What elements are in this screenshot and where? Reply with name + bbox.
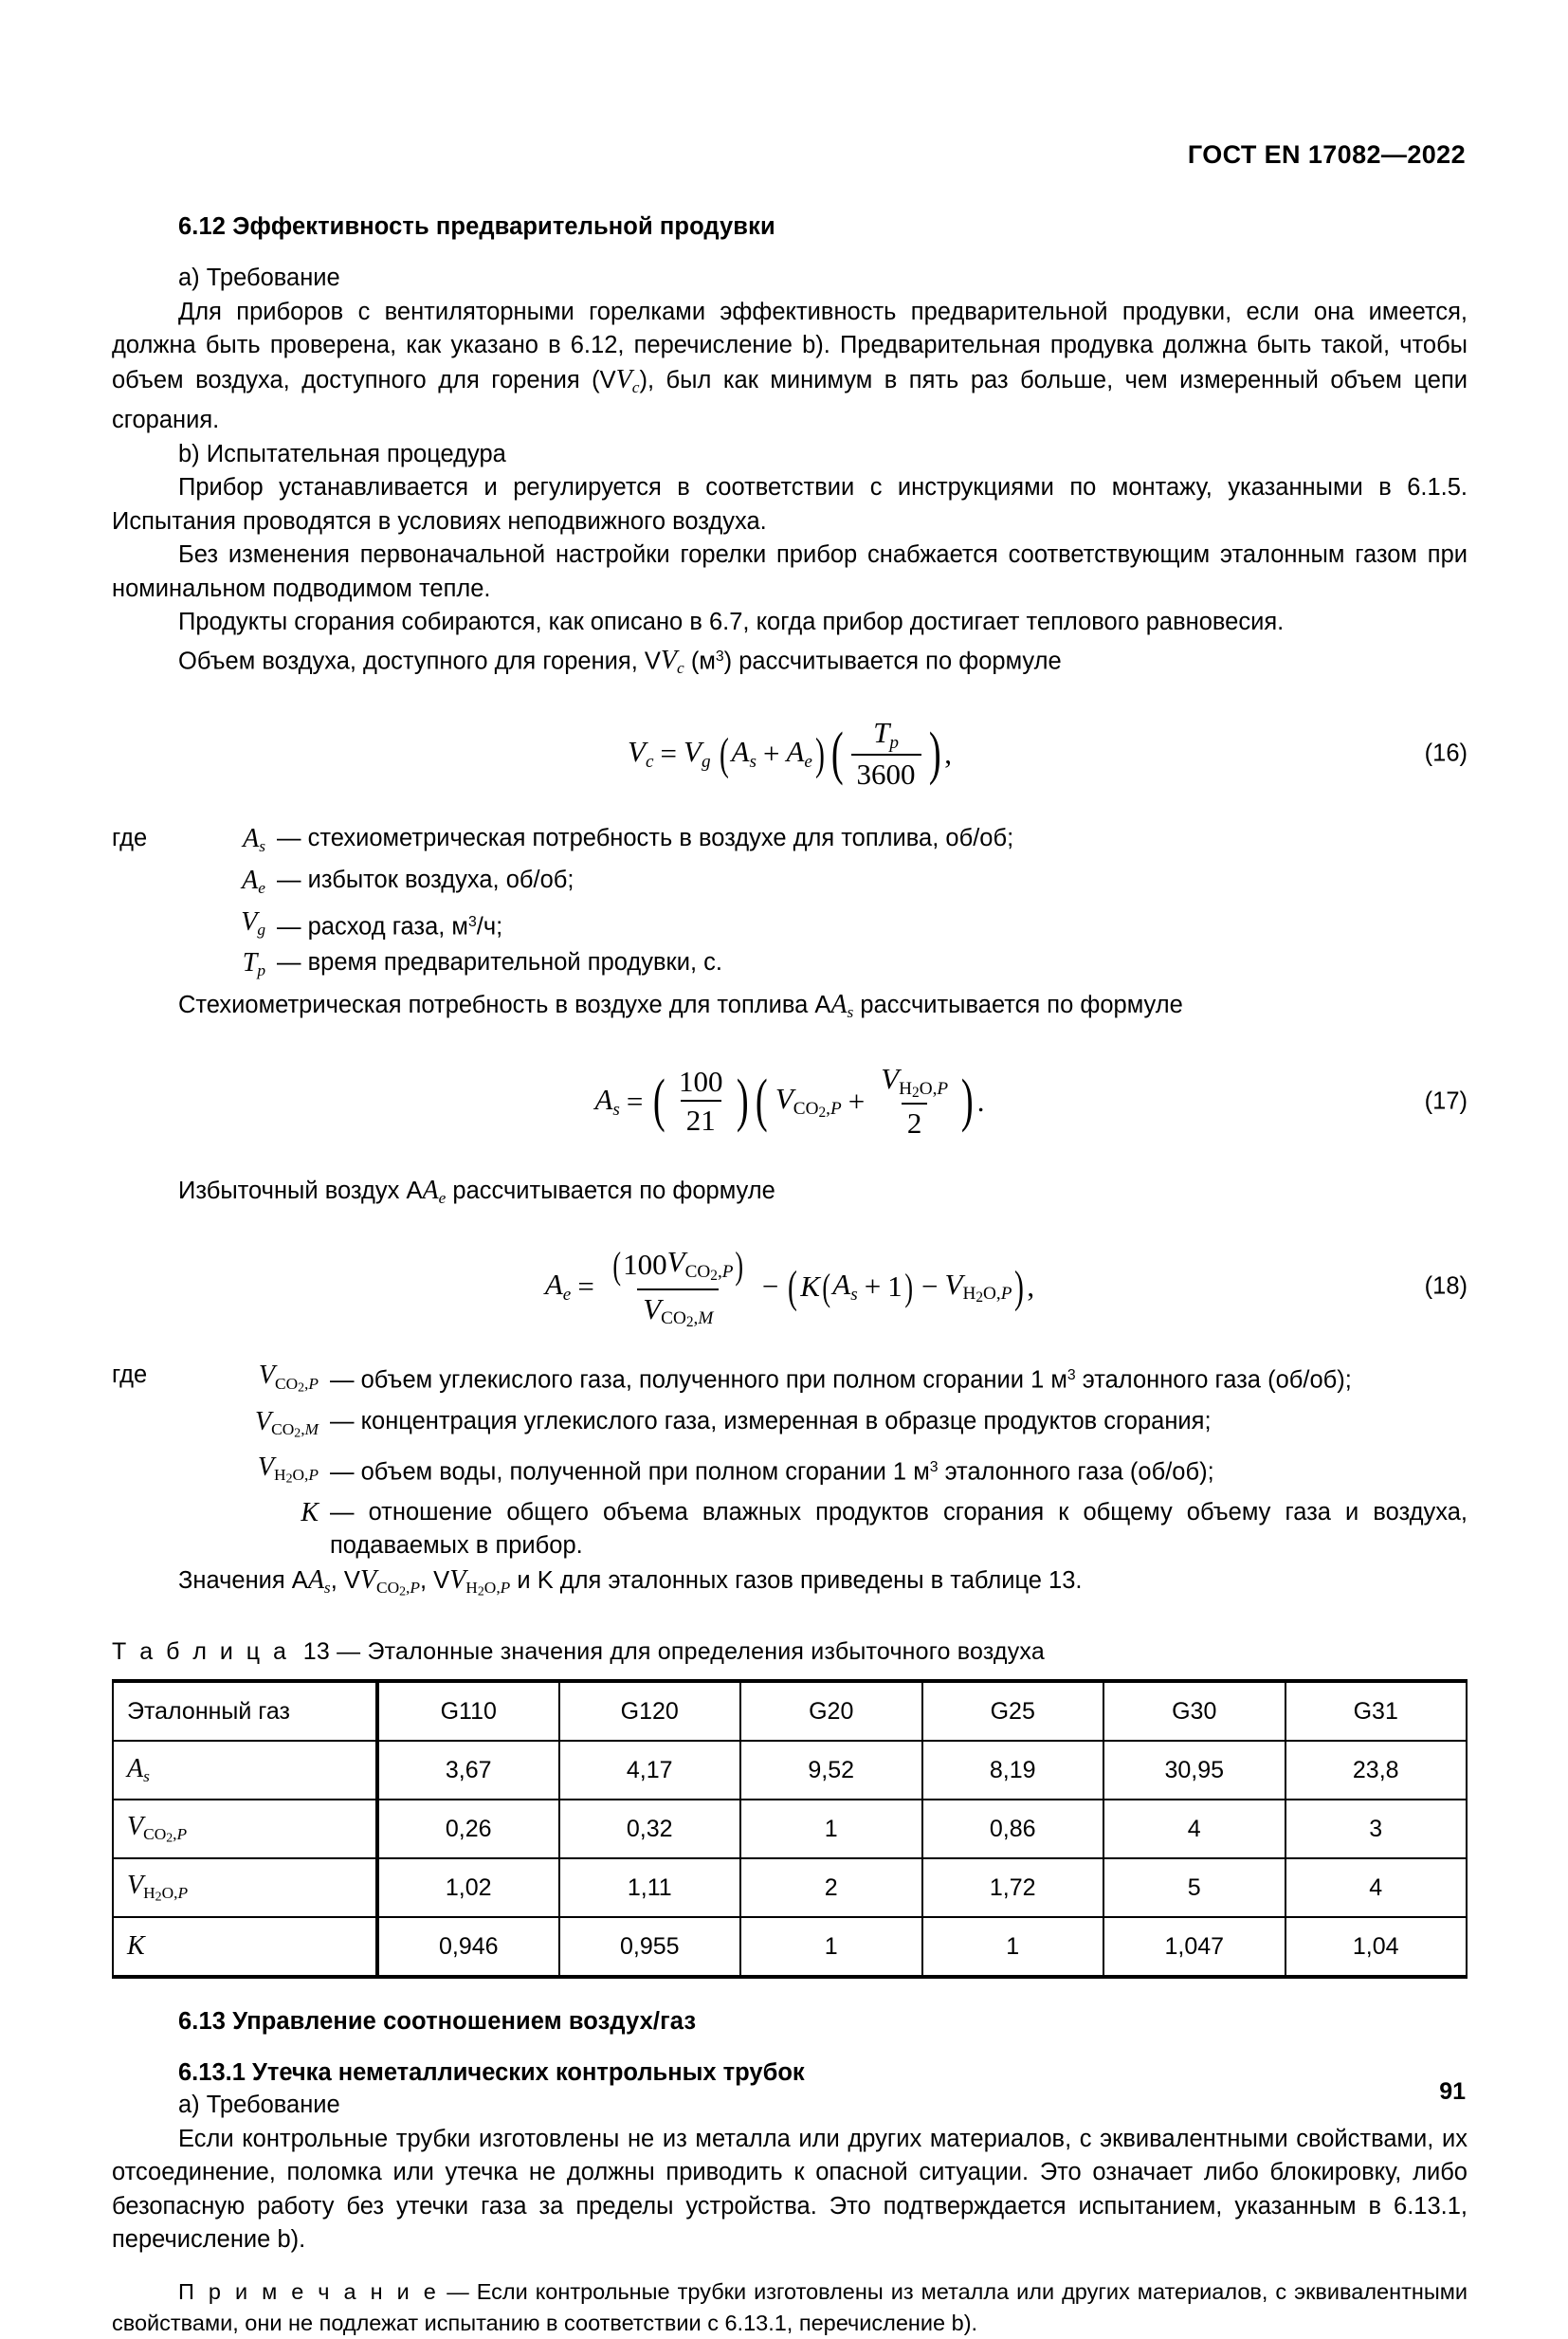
table-cell: 1,04 xyxy=(1285,1917,1468,1977)
where-symbol-vco2m: $V_{CO2,M}$ xyxy=(255,1406,319,1441)
table-row-label-vco2p: $V_{CO2,P}$ xyxy=(113,1800,377,1858)
where-symbol-as: $A_s$ xyxy=(243,824,265,856)
formula-18 xyxy=(112,1233,1468,1340)
table-row-label-k: K xyxy=(113,1917,377,1977)
table-header-cell-g30: G30 xyxy=(1103,1681,1285,1741)
para-6-12-formula-lead: Объем воздуха, доступного для горения, $VV_c$ $(м^3)$ рассчитывается по формуле xyxy=(178,646,1062,678)
para-6-12-requirement-part2: ), был как минимум в пять раз больше, чем измеренный объем цепи сгорания. xyxy=(112,366,1468,434)
table-cell: 0,946 xyxy=(377,1917,559,1977)
table-cell: 3 xyxy=(1285,1800,1468,1858)
para-6-12-b: b) Испытательная процедура xyxy=(178,440,506,467)
para-6-12-refgas: Без изменения первоначальной настройки горелки прибор снабжается соответствующим эталонным газом при номинальном подводимом тепле. xyxy=(112,541,1468,602)
page-number: 91 xyxy=(1439,2078,1466,2105)
table-cell: 4,17 xyxy=(559,1741,741,1800)
table-cell: 1,72 xyxy=(922,1858,1104,1917)
lead-18-a: Избыточный воздух A xyxy=(178,1177,423,1204)
table-row-label-as: $A_s$ xyxy=(113,1741,377,1800)
formula-16-expression: $V_c$ = $V_g$ ( $A_s$ + $A_e$ ) ( $\frac{T_p}{3600}$ ) , xyxy=(628,715,952,792)
table-cell: 23,8 xyxy=(1285,1741,1468,1800)
table-cell: 3,67 xyxy=(377,1741,559,1800)
where-desc-ae: — избыток воздуха, об/об; xyxy=(277,866,574,893)
where-symbol-ae: $A_e$ xyxy=(242,865,265,897)
para-6-12-requirement-part1: Для приборов с вентиляторными горелками эффективность предварительной продувки, если она имеется, должна быть проверена, как указано в 6.12, перечисление b). Предварительная продувка должна быть такой, чтобы объем воздуха, доступного для горения (V xyxy=(112,298,1468,393)
table-cell: 1,11 xyxy=(559,1858,741,1917)
table-cell: 30,95 xyxy=(1103,1741,1285,1800)
table-cell: 4 xyxy=(1285,1858,1468,1917)
table-row xyxy=(113,1858,1467,1917)
eq16-ae-sub: e xyxy=(804,751,812,772)
table-header-cell-g25: G25 xyxy=(922,1681,1104,1741)
table-header-cell-g120: G120 xyxy=(559,1681,741,1741)
table-cell: 1 xyxy=(922,1917,1104,1977)
eq17-den2: 2 xyxy=(902,1103,928,1141)
para-lead-formula-18: Избыточный воздух $AA_e$ рассчитывается по формуле xyxy=(178,1175,775,1207)
table-header-row xyxy=(113,1681,1467,1741)
equation-number-16: (16) xyxy=(1424,740,1468,767)
formula-17-expression: $A_s$ = ( $\frac{100}{21}$ ) ( $V_{CO2,P}$ + $\frac{V_{H2O,P}}{2}$ ) . xyxy=(594,1062,985,1140)
para-6-13-1-requirement: Если контрольные трубки изготовлены не из металла или других материалов, с эквивалентными свойствами, их отсоединение, поломка или утечка не должны приводить к опасной ситуации. Это означает либо блокировку, либо безопасную работу без утечки газа за пределы устройства. Это подтверждается испытанием, указанным в 6.13.1, перечисление b). xyxy=(112,2125,1468,2254)
where-symbol-tp: $T_p$ xyxy=(242,948,265,980)
table-row xyxy=(113,1917,1467,1977)
table-cell: 0,26 xyxy=(377,1800,559,1858)
values-ref-b: , V xyxy=(330,1566,360,1594)
table-cell: 0,86 xyxy=(922,1800,1104,1858)
table-cell: 8,19 xyxy=(922,1741,1104,1800)
values-ref-c: , V xyxy=(420,1566,450,1594)
lead-text-c: ) рассчитывается по формуле xyxy=(723,648,1062,675)
eq16-denominator: 3600 xyxy=(851,754,921,792)
equation-number-17: (17) xyxy=(1424,1087,1468,1115)
table-cell: 1,02 xyxy=(377,1858,559,1917)
table-cell: 1 xyxy=(740,1917,922,1977)
eq17-den: 21 xyxy=(681,1100,721,1138)
eq16-tp-sub: p xyxy=(889,732,899,753)
lead-18-b: рассчитывается по формуле xyxy=(446,1177,775,1204)
table-cell: 0,32 xyxy=(559,1800,741,1858)
para-6-12-products: Продукты сгорания собираются, как описано в 6.7, когда прибор достигает теплового равновесия. xyxy=(178,609,1285,636)
table-header-cell-gas: Эталонный газ xyxy=(113,1681,377,1741)
table-row xyxy=(113,1741,1467,1800)
superscript-3: 3 xyxy=(715,648,724,665)
note-body: — Если контрольные трубки изготовлены из металла или других материалов, с эквивалентными свойствами, они не подлежат испытанию в соответствии с 6.13.1, перечисление b). xyxy=(112,2278,1468,2335)
where-desc-tp: — время предварительной продувки, с. xyxy=(277,949,722,977)
values-ref-a: Значения A xyxy=(178,1566,308,1594)
eq18-main-fraction: ( 100 $V_{CO2,P}$ ) $V_{CO2,M}$ xyxy=(612,1243,744,1331)
page-content xyxy=(112,210,1468,2339)
subscript-c-2: c xyxy=(677,659,684,678)
lead-17-a: Стехиометрическая потребность в воздухе для топлива A xyxy=(178,991,831,1018)
eq16-fraction: $\frac{T_p}{3600}$ xyxy=(851,716,921,793)
table-row-label-vh2op: $V_{H2O,P}$ xyxy=(113,1858,377,1917)
formula-16 xyxy=(112,704,1468,803)
lead-text-a: Объем воздуха, доступного для горения, V xyxy=(178,648,661,675)
table-cell: 4 xyxy=(1103,1800,1285,1858)
subscript-c: c xyxy=(631,377,640,396)
formula-18-expression: $A_e$ = ( 100 $V_{CO2,P}$ ) $V_{CO2,M}$ − ( K ( $A_s$ + 1 ) − $V_{H2O,P}$ ) , xyxy=(544,1243,1035,1331)
para-values-reference: Значения $AA_s$, $VV_{CO2,P}$, $VV_{H2O,P}$ и K для эталонных газов приведены в таблице 13. xyxy=(178,1564,1083,1599)
para-6-12-setup: Прибор устанавливается и регулируется в соответствии с инструкциями по монтажу, указанными в 6.1.5. Испытания проводятся в условиях неподвижного воздуха. xyxy=(112,474,1468,535)
eq16-as-sub: s xyxy=(749,751,757,772)
eq18-hundred: 100 xyxy=(623,1248,667,1282)
heading-6-13-1: 6.13.1 Утечка неметаллических контрольных трубок xyxy=(178,2059,805,2087)
para-6-12-requirement: Для приборов с вентиляторными горелками эффективность предварительной продувки, если она имеется, должна быть проверена, как указано в 6.12, перечисление b). Предварительная продувка должна быть такой, чтобы объем воздуха, доступного для горения $(VV_c)$, был как минимум в пять раз больше, чем измеренный объем цепи сгорания. xyxy=(112,298,1468,434)
note-label: П р и м е ч а н и е xyxy=(178,2278,440,2304)
where-desc-k: — отношение общего объема влажных продуктов сгорания к общему объему газа и воздуха, подаваемых в прибор. xyxy=(330,1498,1468,1560)
eq16-plus: + xyxy=(762,737,780,771)
table-row xyxy=(113,1800,1467,1858)
note-6-13-1 xyxy=(112,2276,1468,2339)
where-symbol-vg: $V_g$ xyxy=(241,906,265,939)
where-desc-vh2op: — объем воды, полученной при полном сгорании 1 $м^3$ эталонного газа (об/об); xyxy=(330,1458,1214,1486)
eq17-fraction-100-21 xyxy=(673,1065,729,1138)
table-13-caption xyxy=(112,1635,1468,1668)
para-lead-formula-17: Стехиометрическая потребность в воздухе для топлива $AA_s$ рассчитывается по формуле xyxy=(178,989,1183,1022)
table-cell: 1,047 xyxy=(1103,1917,1285,1977)
table-cell: 2 xyxy=(740,1858,922,1917)
where-symbol-vco2p: $V_{CO2,P}$ xyxy=(258,1361,319,1395)
lead-text-b: (м xyxy=(684,648,716,675)
table-header-cell-g31: G31 xyxy=(1285,1681,1468,1741)
running-head-standard-number: ГОСТ EN 17082—2022 xyxy=(1187,140,1466,169)
table-cell: 1 xyxy=(740,1800,922,1858)
where-desc-vco2p: — объем углекислого газа, полученного при полном сгорании 1 $м^3$ эталонного газа (об/об); xyxy=(330,1367,1352,1394)
eq16-vg-sub: g xyxy=(701,751,711,772)
heading-6-13: 6.13 Управление соотношением воздух/газ xyxy=(178,2008,697,2036)
where-desc-as: — стехиометрическая потребность в воздухе для топлива, об/об; xyxy=(277,825,1014,852)
table-caption-label: Т а б л и ц а xyxy=(112,1638,290,1666)
table-caption-number: 13 xyxy=(302,1638,330,1666)
eq16-comma: , xyxy=(944,737,952,771)
eq17-fraction-h2o: $\frac{V_{H2O,P}}{2}$ xyxy=(881,1062,949,1140)
lead-17-b: рассчитывается по формуле xyxy=(853,991,1183,1018)
where-label-18: где xyxy=(112,1361,148,1389)
table-header-cell-g20: G20 xyxy=(740,1681,922,1741)
where-desc-vco2m: — концентрация углекислого газа, измеренная в образце продуктов сгорания; xyxy=(330,1407,1212,1434)
formula-17 xyxy=(112,1049,1468,1155)
equation-number-18: (18) xyxy=(1424,1272,1468,1300)
where-symbol-k: K xyxy=(301,1497,319,1527)
table-cell: 0,955 xyxy=(559,1917,741,1977)
where-symbol-vh2op: $V_{H2O,P}$ xyxy=(257,1452,319,1487)
where-list-18 xyxy=(112,1359,1468,1563)
eq16-equals: = xyxy=(660,737,677,771)
values-ref-d: и K для эталонных газов приведены в таблице 13. xyxy=(510,1566,1083,1594)
para-6-12-a: a) Требование xyxy=(178,265,340,291)
where-label-16: где xyxy=(112,825,148,852)
where-desc-vg: — расход газа, $м^3/ч$; xyxy=(277,913,503,941)
where-list-16 xyxy=(112,822,1468,988)
eq18-one: 1 xyxy=(887,1270,903,1304)
eq16-vc-sub: c xyxy=(645,751,654,772)
heading-6-12: 6.12 Эффективность предварительной продувки xyxy=(178,213,775,240)
eq17-period: . xyxy=(976,1084,985,1118)
table-cell: 5 xyxy=(1103,1858,1285,1917)
eq17-num: 100 xyxy=(679,1065,723,1099)
table-reference-values xyxy=(112,1679,1468,1979)
table-header-cell-g110: G110 xyxy=(377,1681,559,1741)
table-cell: 9,52 xyxy=(740,1741,922,1800)
table-caption-text: — Эталонные значения для определения избыточного воздуха xyxy=(337,1638,1045,1666)
eq18-comma: , xyxy=(1027,1270,1035,1304)
para-6-13-1-a: a) Требование xyxy=(178,2092,340,2119)
